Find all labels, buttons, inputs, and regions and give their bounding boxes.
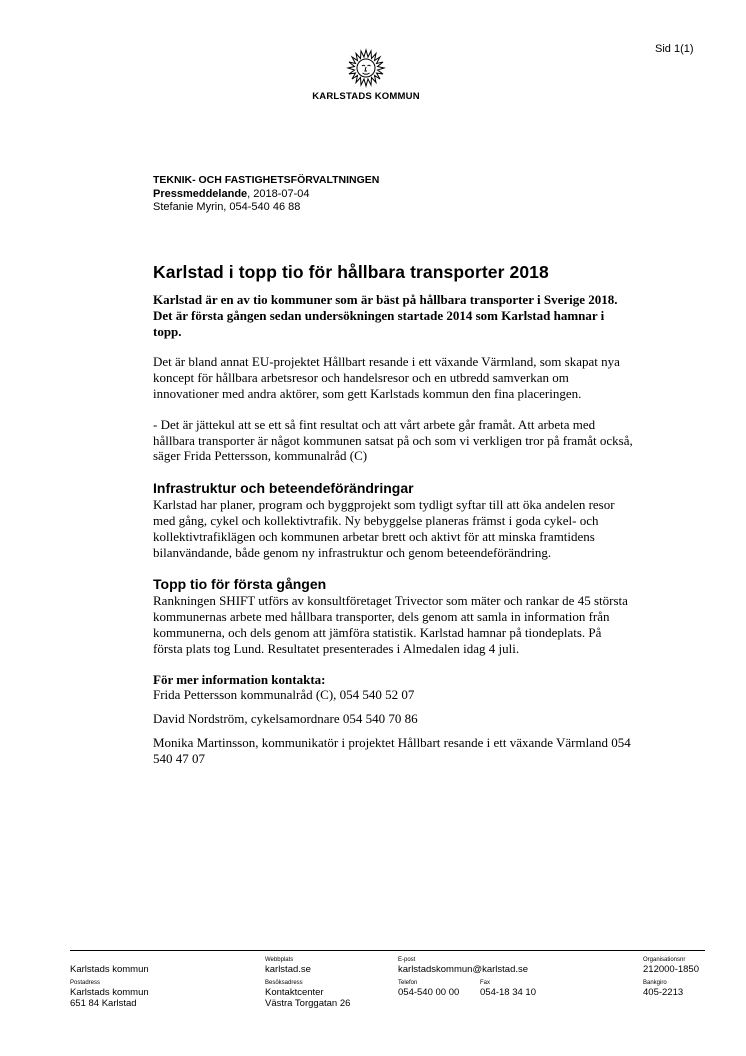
footer-postal-label: Postadress <box>70 980 101 986</box>
page-number: Sid 1(1) <box>655 43 694 55</box>
contact-3: Monika Martinsson, kommunikatör i projektet Hållbart resande i ett växande Värmland 054 540 47 07 <box>153 734 631 766</box>
footer-org-name: Karlstads kommun <box>70 964 149 975</box>
footer-phone-label: Telefon <box>398 980 418 986</box>
footer <box>70 950 705 1009</box>
contact-2: David Nordström, cykelsamordnare 054 540 70 86 <box>153 711 418 727</box>
sun-logo-icon <box>344 44 388 90</box>
footer-email-link[interactable]: karlstadskommun@karlstad.se <box>398 964 529 975</box>
logo <box>300 44 432 102</box>
footer-bank-label: Bankgiro <box>643 980 667 986</box>
press-contact: Stefanie Myrin, 054-540 46 88 <box>153 201 301 213</box>
paragraph-2: - Det är jättekul att se ett så fint resultat och att vårt arbete går framåt. Att arbeta med hållbara transporter är något kommunen satsat på och som vi verkligen tror på framåt också, säger Frida Pettersson, kommunalråd (C) <box>153 416 633 464</box>
footer-phone-value: 054-540 00 00 <box>398 987 460 998</box>
contact-1: Frida Pettersson kommunalråd (C), 054 540 52 07 <box>153 687 415 703</box>
footer-fax-label: Fax <box>480 980 491 986</box>
footer-orgnr-value: 212000-1850 <box>643 964 699 975</box>
footer-postal-line1: Karlstads kommun <box>70 987 149 998</box>
footer-bank-value: 405-2213 <box>643 987 684 998</box>
article-title: Karlstad i topp tio för hållbara transporter 2018 <box>153 262 549 282</box>
document-meta <box>153 174 379 215</box>
paragraph-1: Det är bland annat EU-projektet Hållbart resande i ett växande Värmland, som skapat nya koncept för hållbara arbetsresor och handelsresor och en utbredd samverkan om innovationer med andra aktörer, som gett Karlstads kommun den fina placeringen. <box>153 354 620 401</box>
paragraph-3: Karlstad har planer, program och byggprojekt som tydligt syftar till att öka andelen resor med gång, cykel och kollektivtrafik. Ny bebyggelse planeras främst i goda cykel- och kollektivtrafiklägen och kommunen arbetar brett och aktivt för att minska framtidens bilanvändande, både genom ny infrastruktur och genom beteendeförändring. <box>153 497 615 560</box>
footer-web-link[interactable]: karlstad.se <box>265 964 311 975</box>
footer-visit-line2: Västra Torggatan 26 <box>265 998 351 1009</box>
doc-type-line <box>153 188 379 202</box>
doc-date: , 2018-07-04 <box>247 187 310 200</box>
footer-visit-label: Besöksadress <box>265 980 303 986</box>
contact-heading: För mer information kontakta: <box>153 671 326 687</box>
footer-visit-line1: Kontaktcenter <box>265 987 324 998</box>
footer-web-label: Webbplats <box>265 957 294 963</box>
article-lead: Karlstad är en av tio kommuner som är bäst på hållbara transporter i Sverige 2018. Det är första gången sedan undersökningen startade 2014 som Karlstad hamnar i topp. <box>153 292 618 339</box>
footer-orgnr-label: Organisationsnr <box>643 957 686 963</box>
article <box>153 262 633 767</box>
heading-infrastructure: Infrastruktur och beteendeförändringar <box>153 480 414 497</box>
paragraph-4: Rankningen SHIFT utförs av konsultföretaget Trivector som mäter och rankar de 45 största kommunernas arbete med hållbara transporter, dels genom att samla in information från kommunerna, och dels genom att jämföra statistik. Karlstad hamnar på tiondeplats. På första plats tog Lund. Resultatet presenterades i Almedalen idag 4 juli. <box>153 593 628 656</box>
doc-type: Pressmeddelande <box>153 187 248 200</box>
department: TEKNIK- OCH FASTIGHETSFÖRVALTNINGEN <box>153 174 380 186</box>
heading-top-ten: Topp tio för första gången <box>153 576 327 593</box>
footer-postal-line2: 651 84 Karlstad <box>70 998 137 1009</box>
logo-name: KARLSTADS KOMMUN <box>312 91 420 102</box>
footer-fax-value: 054-18 34 10 <box>480 987 536 998</box>
footer-email-label: E-post <box>398 957 416 963</box>
